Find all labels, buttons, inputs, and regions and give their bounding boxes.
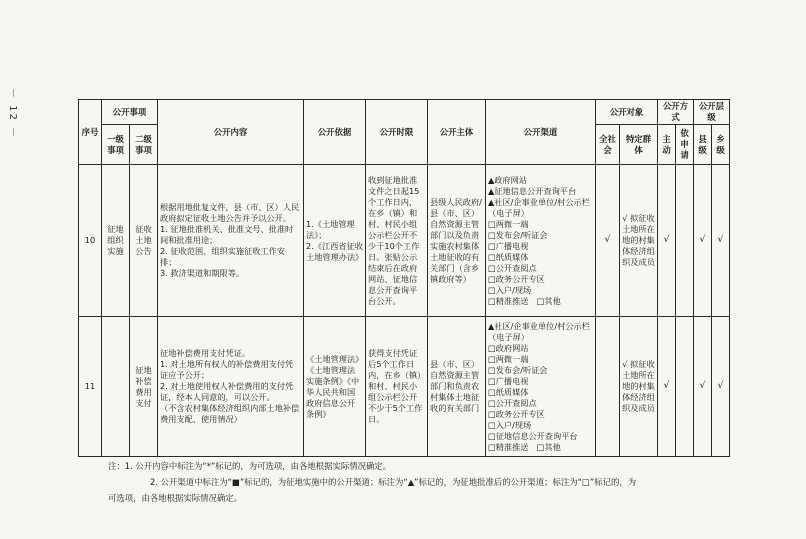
channel-item: □精准推送 □其他 — [488, 441, 561, 452]
page-number: － 12 － — [7, 88, 18, 140]
header-row-1 — [79, 100, 730, 125]
row-level1: 征地组织实施 — [102, 165, 130, 317]
content-line: 1. 征地批准机关、批准文号、批准时间和批准用途； — [160, 224, 294, 245]
header-active: 主动 — [658, 125, 676, 165]
note-line: 可选项，由各地根据实际情况确定。 — [108, 493, 242, 503]
channel-item: ▲社区/企事业单位/村公示栏（电子屏） — [488, 196, 590, 218]
basis-line: 1.《土地管理法》； — [306, 218, 355, 240]
row-content — [158, 165, 304, 317]
channel-item: □公开查阅点 — [488, 397, 537, 408]
check-on-request — [676, 165, 694, 317]
table-row — [79, 317, 730, 457]
channel-item: □两微一端 — [488, 353, 529, 364]
channel-item: □纸质媒体 — [488, 386, 529, 397]
channel-item: □精准推送 □其他 — [488, 295, 561, 306]
note-line: 注：1. 公开内容中标注为“*”标记的，为可选项，由各地根据实际情况确定。 — [108, 461, 392, 471]
specific-group: √ 拟征收土地所在地的村集体经济组织及成员 — [620, 317, 658, 457]
channel-item: □广播电视 — [488, 375, 529, 386]
specific-group: √ 拟征收土地所在地的村集体经济组织及成员 — [620, 165, 658, 317]
content-line: 征地补偿费用支付凭证。 — [160, 348, 251, 358]
row-basis: 《土地管理法》《土地管理法实施条例》《中华人民共和国政府信息公开条例》 — [304, 317, 366, 457]
table-row — [79, 165, 730, 317]
row-level2: 征地补偿费用支付 — [130, 317, 158, 457]
content-line: 3. 救济渠道和期限等。 — [160, 268, 245, 278]
channel-item: □纸质媒体 — [488, 251, 529, 262]
header-level1: 一级事项 — [102, 125, 130, 165]
footnotes — [108, 458, 748, 506]
disclosure-table — [78, 99, 730, 457]
header-whole-society: 全社会 — [596, 125, 620, 165]
check-active: √ — [658, 317, 676, 457]
row-channels — [486, 165, 596, 317]
channel-item: □两微一端 — [488, 218, 529, 229]
check-whole-society — [596, 317, 620, 457]
row-time-limit: 获得支付凭证后5个工作日内，在乡（镇）和村、村民小组公示栏公开不少于5个工作日。 — [366, 317, 428, 457]
note-line: 2. 公开渠道中标注为“■”标记的，为征地实施中的公开渠道；标注为“▲”标记的，为征地批准后的公开渠道；标注为“□”标记的，为 — [150, 477, 637, 487]
content-line: 1. 对土地所有权人的补偿费用支付凭证应予公开； — [160, 359, 294, 380]
channel-item: ▲社区/企事业单位/村公示栏（电子屏） — [488, 320, 590, 342]
check-whole-society: √ — [596, 165, 620, 317]
channel-item: □入户/现场 — [488, 284, 532, 295]
header-specific-group: 特定群体 — [620, 125, 658, 165]
row-subject: 县级人民政府/县（市、区）自然资源主管部门以及负责实施农村集体土地征收的有关部门（含乡镇政府等） — [428, 165, 486, 317]
header-public-item: 公开事项 — [102, 100, 158, 125]
content-line: 根据用地批复文件，县（市、区）人民政府拟定征收土地公告并予以公开。 — [160, 202, 300, 223]
check-active: √ — [658, 165, 676, 317]
header-basis: 公开依据 — [304, 100, 366, 165]
row-time-limit: 收到征地批准文件之日起15个工作日内，在乡（镇）和村、村民小组公示栏公开不少于10个工作日。张贴公示结束后在政府网站、征地信息公开查询平台公开。 — [366, 165, 428, 317]
header-on-request: 依申请 — [676, 125, 694, 165]
check-county: √ — [694, 317, 712, 457]
channel-item: □政务公开专区 — [488, 408, 545, 419]
header-township: 乡级 — [712, 125, 730, 165]
channel-item: □政务公开专区 — [488, 273, 545, 284]
check-township: √ — [712, 317, 730, 457]
header-subject: 公开主体 — [428, 100, 486, 165]
channel-item: □入户/现场 — [488, 419, 532, 430]
check-county: √ — [694, 165, 712, 317]
header-level: 公开层级 — [694, 100, 730, 125]
basis-line: 2.《江西省征收土地管理办法》 — [306, 240, 364, 262]
header-level2: 二级事项 — [130, 125, 158, 165]
header-object: 公开对象 — [596, 100, 658, 125]
header-county: 县级 — [694, 125, 712, 165]
content-line: （不含农村集体经济组织内部土地补偿费用支配、使用情况） — [160, 403, 300, 424]
row-seq: 10 — [79, 165, 102, 317]
channel-item: ▲征地信息公开查询平台 — [488, 185, 577, 196]
header-seq: 序号 — [79, 100, 102, 165]
content-line: 2. 征收范围、组织实施征收工作安排； — [160, 246, 286, 267]
check-on-request — [676, 317, 694, 457]
header-method: 公开方式 — [658, 100, 694, 125]
header-channel: 公开渠道 — [486, 100, 596, 165]
header-content: 公开内容 — [158, 100, 304, 165]
channel-item: □公开查阅点 — [488, 262, 537, 273]
row-level2: 征收土地公告 — [130, 165, 158, 317]
row-subject: 县（市、区）自然资源主管部门和负责农村集体土地征收的有关部门 — [428, 317, 486, 457]
row-level1 — [102, 317, 130, 457]
channel-item: □征地信息公开查询平台 — [488, 430, 578, 441]
row-content — [158, 317, 304, 457]
channel-item: □广播电视 — [488, 240, 529, 251]
channel-item: □发布会/听证会 — [488, 229, 548, 240]
check-township: √ — [712, 165, 730, 317]
channel-item: □发布会/听证会 — [488, 364, 548, 375]
row-basis — [304, 165, 366, 317]
channel-item: ▲政府网站 — [488, 174, 528, 185]
header-time-limit: 公开时限 — [366, 100, 428, 165]
row-channels — [486, 317, 596, 457]
content-line: 2. 对土地使用权人补偿费用的支付凭证，经本人同意的，可以公开。 — [160, 381, 294, 402]
row-seq: 11 — [79, 317, 102, 457]
channel-item: □政府网站 — [488, 342, 529, 353]
